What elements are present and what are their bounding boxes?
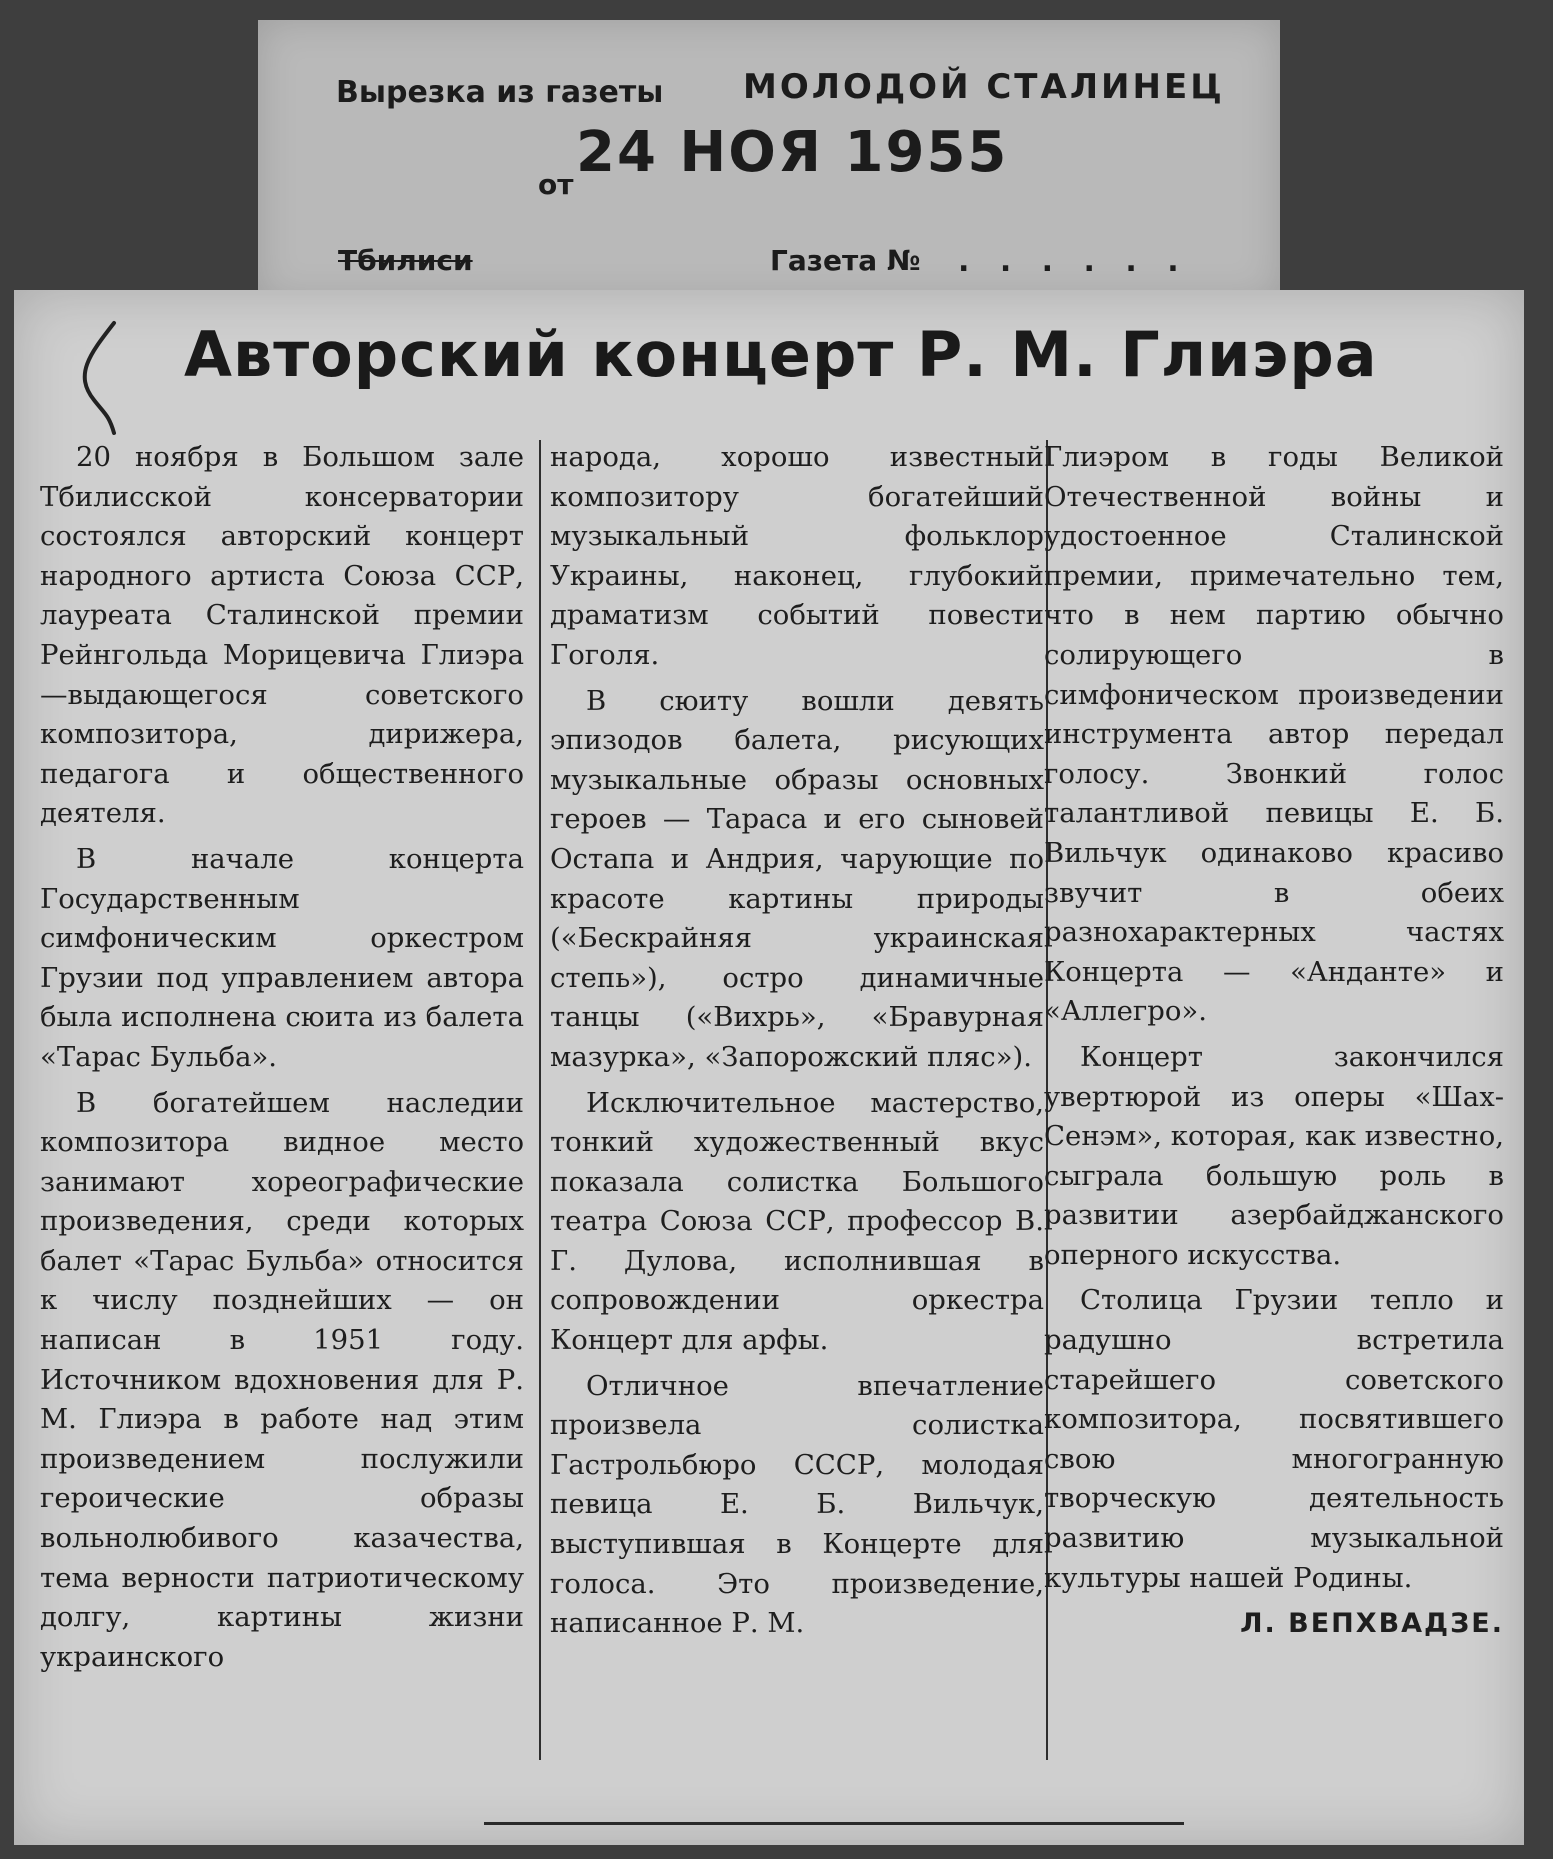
gazeta-number-label: Газета № xyxy=(770,244,921,277)
city-label: Тбилиси xyxy=(338,244,473,277)
paragraph: Отличное впечатление произвела солистка Гастрольбюро СССР, молодая певица Е. Б. Вильчук, выступившая в Концерте для голоса. Это произведение, написанное Р. М. xyxy=(550,1369,1044,1640)
paragraph: В начале концерта Государственным симфоническим оркестром Грузии под управлением автора была исполнена сюита из балета «Тарас Бульба». xyxy=(40,842,524,1073)
column-divider xyxy=(539,440,541,1760)
article-headline: Авторский концерт Р. М. Глиэра xyxy=(184,318,1378,391)
date-stamp: 24 НОЯ 1955 xyxy=(576,120,1009,185)
paragraph: В богатейшем наследии композитора видное место занимают хореографические произведения, среди которых балет «Тарас Бульба» относится к числу позднейших — он написан в 1951 году. Источником вдохновения для Р. М. Глиэра в работе над этим произведением послужили героические образы вольнолюбивого казачества, тема верности патриотическому долгу, картины жизни украинского xyxy=(40,1086,524,1673)
paragraph: В сюиту вошли девять эпизодов балета, рисующих музыкальные образы основных героев — Тараса и его сыновей Остапа и Андрия, чарующие по красоте картины природы («Бескрайняя украинская степь»), остро динамичные танцы («Вихрь», «Бравурная мазурка», «Запорожский пляс»). xyxy=(550,684,1044,1073)
author-signature: Л. ВЕПХВАДЗЕ. xyxy=(1240,1608,1504,1640)
paragraph: Глиэром в годы Великой Отечественной войны и удостоенное Сталинской премии, примечательно тем, что в нем партию обычно солирующего в симфоническом произведении инструмента автор передал голосу. Звонкий голос талантливой певицы Е. Б. Вильчук одинаково красиво звучит в обеих разнохарактерных частях Концерта — «Анданте» и «Аллегро». xyxy=(1044,441,1504,1028)
article-column-1 xyxy=(40,438,524,1683)
article-column-3 xyxy=(1044,438,1504,1650)
paragraph: Концерт закончился увертюрой из оперы «Шах-Сенэм», которая, как известно, сыграла большую роль в развитии азербайджанского оперного искусства. xyxy=(1044,1040,1504,1271)
pencil-bracket-mark xyxy=(69,315,149,435)
article-column-2 xyxy=(550,438,1044,1650)
date-prefix: от xyxy=(538,168,574,201)
gazeta-number-dots: . . . . . . xyxy=(958,244,1189,279)
cutting-from-label: Вырезка из газеты xyxy=(336,75,664,110)
paragraph: 20 ноября в Большом зале Тбилисской консерватории состоялся авторский концерт народного артиста Союза ССР, лауреата Сталинской премии Рейнгольда Морицевича Глиэра—выдающегося советского композитора, дирижера, педагога и общественного деятеля. xyxy=(40,441,524,830)
paragraph: Столица Грузии тепло и радушно встретила старейшего советского композитора, посвятившего свою многогранную творческую деятельность развитию музыкальной культуры нашей Родины. xyxy=(1044,1284,1504,1594)
paragraph: Исключительное мастерство, тонкий художественный вкус показала солистка Большого театра Союза ССР, профессор В. Г. Дулова, исполнившая в сопровождении оркестра Концерт для арфы. xyxy=(550,1086,1044,1357)
newspaper-clipping xyxy=(14,290,1524,1845)
bottom-rule xyxy=(484,1822,1184,1825)
clipping-label-slip xyxy=(258,20,1280,302)
newspaper-name: МОЛОДОЙ СТАЛИНЕЦ xyxy=(743,67,1225,107)
paragraph: народа, хорошо известный композитору богатейший музыкальный фольклор Украины, наконец, глубокий драматизм событий повести Гоголя. xyxy=(550,441,1044,671)
